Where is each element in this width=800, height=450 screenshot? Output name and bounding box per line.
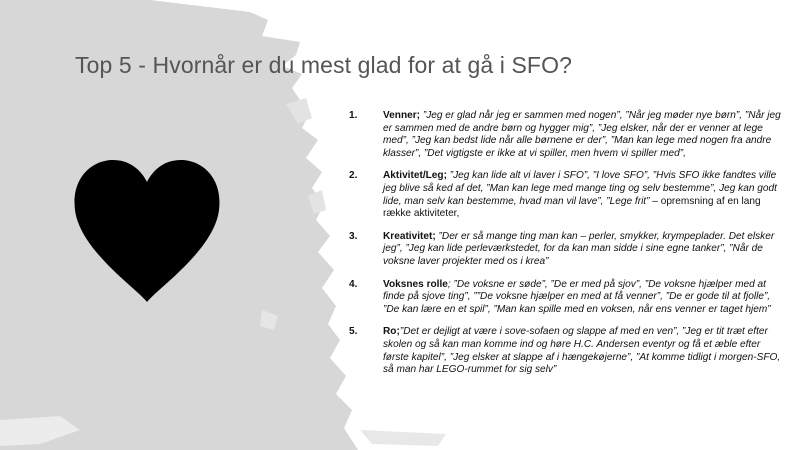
item-number: 2. (349, 170, 358, 182)
item-number: 1. (349, 110, 358, 121)
slide-title: Top 5 - Hvornår er du mest glad for at gå i SFO? (75, 52, 572, 78)
item-quotes: ; ”De voksne er søde”, ”De er med på sjov”, ”De voksne hjælper med at finde på sjove ting”, ””De voksne hjælper en med at få venner”, ”De er gode til at fjolle”, ”De kan lære en et spil”, ”Man kan spille med en voksen, når ens venner er taget hjem” (383, 278, 771, 315)
item-label: Ro; (383, 326, 400, 338)
item-tail: – opremsning af en lang række aktiviteter, (383, 195, 761, 220)
reasons-list (349, 110, 784, 387)
item-quotes: ”Der er så mange ting man kan – perler, smykker, krympeplader. Det elsker jeg”, ”Jeg kan lide perleværkstedet, for da kan man sidde i sine egne tanker”, ”Når de voksne laver projekter med os i krea” (383, 230, 775, 267)
item-label: Aktivitet/Leg; (383, 170, 447, 182)
list-item (349, 110, 784, 160)
item-number: 4. (349, 278, 358, 290)
list-item (349, 170, 784, 220)
item-number: 5. (349, 326, 358, 338)
heart-icon (74, 160, 220, 302)
list-item (349, 231, 784, 269)
item-number: 3. (349, 230, 358, 242)
item-quotes: ”Det er dejligt at være i sove-sofaen og slappe af med en ven”, ”Jeg er tit træt efter skolen og så kan man komme ind og høre H.C. Andersen eventyr og få et æble efter første kapitel”, ”Jeg elsker at slappe af i hængekøjerne”, ”At komme tidligt i morgen-SFO, så man har LEGO-rummet for sig selv” (383, 326, 781, 376)
item-label: Venner; (383, 110, 421, 121)
item-label: Voksnes rolle (383, 278, 448, 290)
item-quotes: ”Jeg kan lide alt vi laver i SFO”, ”I love SFO”, ”Hvis SFO ikke fandtes ville jeg blive så ked af det, ”Man kan lege med mange ting og selv bestemme”, Jeg kan godt lide, man selv kan bestemme, hvad man vil lave”, ”Lege frit” (383, 170, 777, 207)
list-item (349, 279, 784, 317)
item-label: Kreativitet; (383, 230, 436, 242)
list-item (349, 326, 784, 376)
item-quotes: ”Jeg er glad når jeg er sammen med nogen”, ”Når jeg møder nye børn”, ”Når jeg er sammen med de andre børn og hygger mig”, ”Jeg elsker, når der er venner at lege med”, ”Jeg kan bedst lide når alle børnene er der”, ”Man kan lege med nogen fra andre klasser”, ”Det vigtigste er ikke at vi spiller, men hvem vi spiller med”, (383, 110, 781, 159)
